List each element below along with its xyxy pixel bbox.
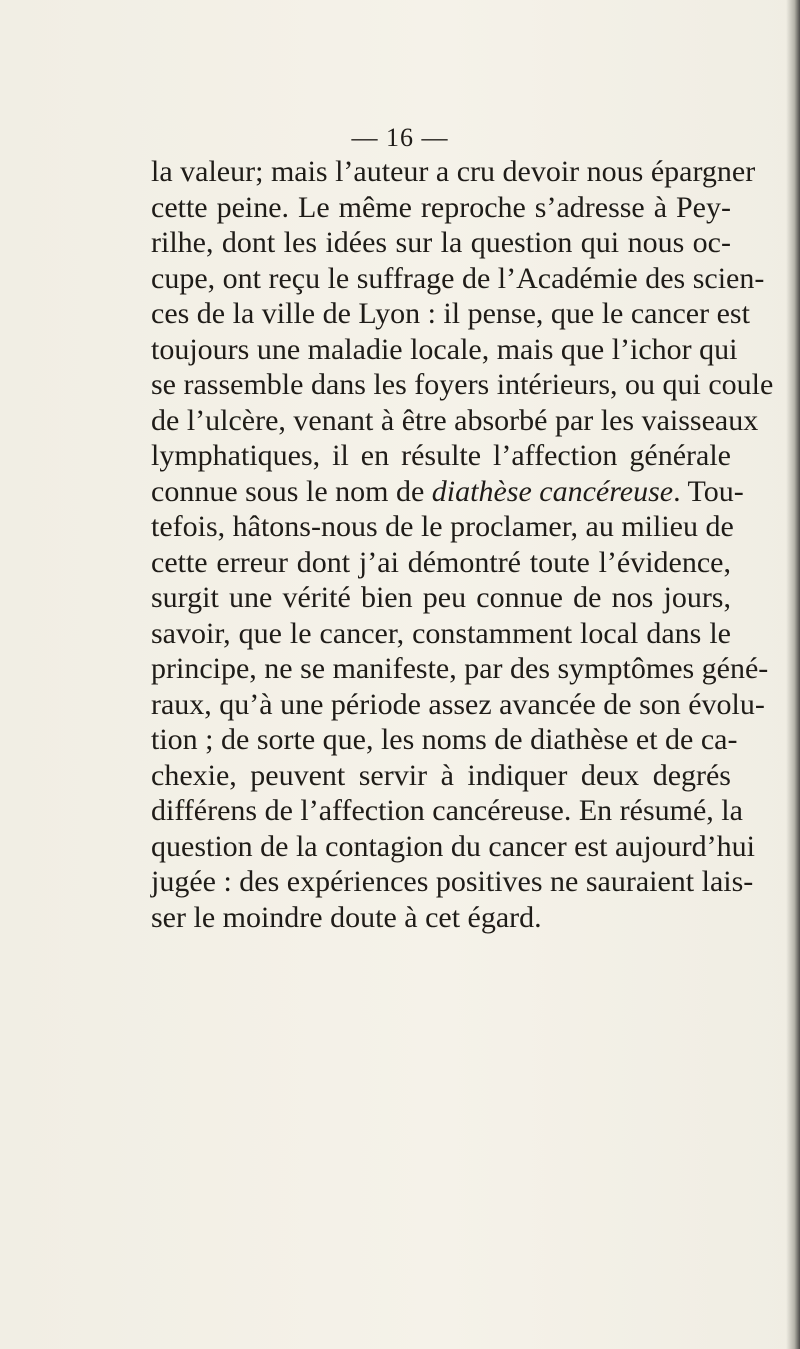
text-line: savoir, que le cancer, constamment local dans le — [151, 616, 731, 650]
text-line: tion ; de sorte que, les noms de diathèse et de ca- — [151, 723, 738, 756]
text-line: différens de l’affection cancéreuse. En résumé, la — [151, 794, 743, 827]
text-line: la valeur; mais l’auteur a cru devoir nous épargner — [151, 155, 756, 188]
text-line: raux, qu’à une période assez avancée de son évolu- — [151, 687, 765, 721]
page-edge-shadow — [786, 0, 800, 1349]
text-line: jugée : des expériences positives ne sauraient lais- — [151, 865, 754, 898]
text-line: chexie, peuvent servir à indiquer deux degrés — [151, 758, 731, 792]
text-line: surgit une vérité bien peu connue de nos jours, — [151, 581, 731, 614]
body-text — [151, 154, 774, 935]
text-line: cupe, ont reçu le suffrage de l’Académie des scien- — [151, 261, 765, 295]
text-segment: connue sous le nom de — [151, 474, 432, 508]
text-line: tefois, hâtons-nous de le proclamer, au milieu de — [151, 510, 734, 543]
text-line: question de la contagion du cancer est aujourd’hui — [151, 829, 755, 863]
page-number: — 16 — — [351, 123, 449, 152]
italic-term: diathèse cancéreuse — [431, 474, 674, 508]
text-line: se rassemble dans les foyers intérieurs, ou qui coule — [151, 368, 774, 401]
text-line: principe, ne se manifeste, par des symptômes géné- — [151, 652, 769, 685]
text-line-with-italic — [151, 474, 744, 510]
text-segment: . Tou- — [673, 474, 744, 508]
text-line-last: ser le moindre doute à cet égard. — [151, 900, 542, 934]
text-line: lymphatiques, il en résulte l’affection générale — [151, 439, 731, 472]
text-line: toujours une maladie locale, mais que l’ichor qui — [151, 332, 738, 366]
text-line: de l’ulcère, venant à être absorbé par les vaisseaux — [151, 403, 759, 437]
text-line: cette peine. Le même reproche s’adresse à Pey- — [151, 190, 731, 224]
text-line: ces de la ville de Lyon : il pense, que le cancer est — [151, 297, 750, 330]
text-line: rilhe, dont les idées sur la question qui nous oc- — [151, 226, 731, 259]
text-line: cette erreur dont j’ai démontré toute l’évidence, — [151, 545, 731, 579]
